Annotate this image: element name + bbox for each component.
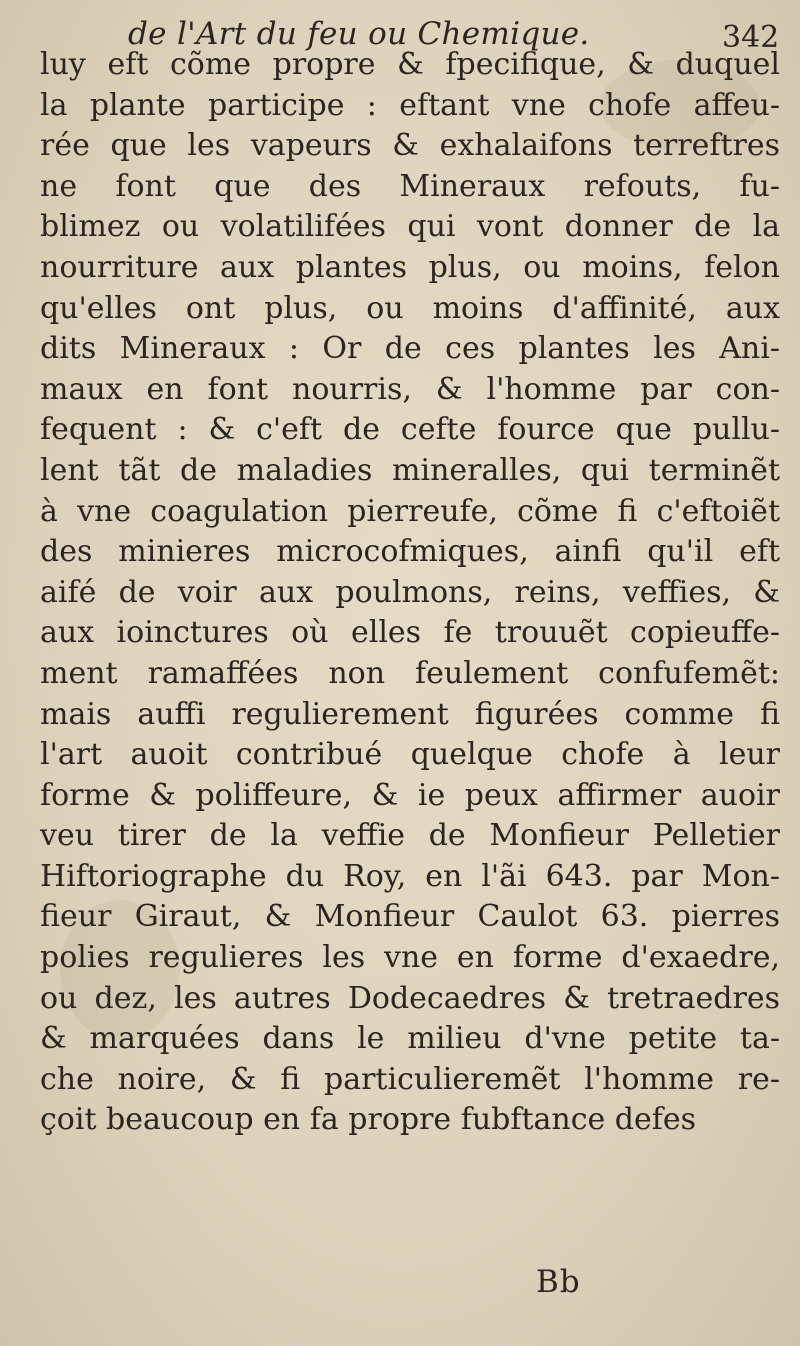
text-line: rée que les vapeurs & exhalaifons terreftres (40, 128, 780, 164)
text-line: che noire, & fi particulieremẽt l'homme re- (40, 1061, 780, 1097)
text-line: ment ramaffées non feulement confufemẽt: (40, 655, 780, 691)
text-line: dits Mineraux : Or de ces plantes les Ani- (40, 331, 780, 367)
text-line: luy eft cõme propre & fpecifique, & duquel (40, 47, 780, 82)
text-line: çoit beaucoup en fa propre fubftance defes (40, 1102, 697, 1138)
text-line: & marquées dans le milieu d'vne petite ta- (40, 1021, 780, 1057)
text-line: aifé de voir aux poulmons, reins, veffies, & (40, 574, 780, 610)
text-line: ou dez, les autres Dodecaedres & tretraedres (40, 980, 780, 1016)
page-number: 342 (722, 20, 780, 55)
text-line: maux en font nourris, & l'homme par con- (40, 371, 780, 407)
text-line: Hiftoriographe du Roy, en l'ãi 643. par Mon- (40, 858, 780, 894)
text-line: lent tãt de maladies mineralles, qui terminẽt (40, 452, 780, 488)
text-line: ne font que des Mineraux refouts, fu- (40, 168, 780, 204)
text-line: blimez ou volatilifées qui vont donner de la (40, 209, 780, 245)
signature-mark: Bb (536, 1264, 581, 1300)
text-line: à vne coagulation pierreufe, cõme fi c'eftoiẽt (40, 493, 780, 529)
body-text (40, 45, 780, 1141)
text-line: forme & poliffeure, & ie peux affirmer auoir (40, 777, 780, 813)
text-line: qu'elles ont plus, ou moins d'affinité, aux (40, 290, 780, 326)
text-line: veu tirer de la veffie de Monfieur Pelletier (40, 818, 780, 854)
text-line: des minieres microcofmiques, ainfi qu'il eft (40, 534, 780, 570)
text-line: fequent : & c'eft de cefte fource que pullu- (40, 412, 780, 448)
text-line: fieur Giraut, & Monfieur Caulot 63. pierres (40, 899, 780, 935)
text-line: aux ioinctures où elles fe trouuẽt copieuffe- (40, 615, 780, 651)
text-line: la plante participe : eftant vne chofe affeu- (40, 87, 780, 123)
text-line: mais auffi regulierement figurées comme fi (40, 696, 780, 732)
text-line: nourriture aux plantes plus, ou moins, felon (40, 249, 780, 285)
text-line: l'art auoit contribué quelque chofe à leur (40, 737, 780, 773)
running-title: de l'Art du feu ou Chemique. (128, 16, 590, 52)
text-line: polies regulieres les vne en forme d'exaedre, (40, 940, 780, 976)
